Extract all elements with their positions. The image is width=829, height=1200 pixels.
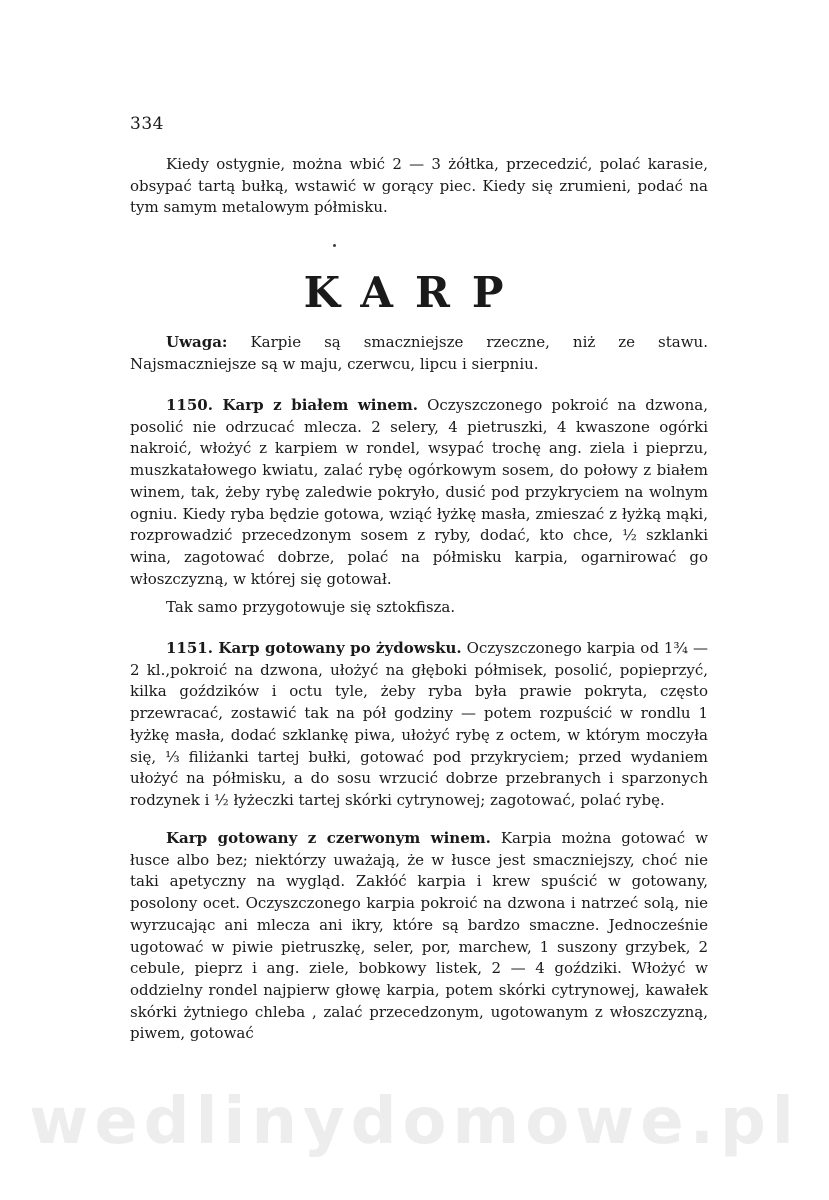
note-paragraph: [130, 332, 708, 375]
recipe-1151-heading: 1151. Karp gotowany po żydowsku.: [166, 639, 462, 657]
recipe-red-wine-heading: Karp gotowany z czerwonym winem.: [166, 829, 491, 847]
szczupak-note: Tak samo przygotowuje się sztokfisza.: [166, 598, 456, 616]
print-speck: [333, 244, 336, 247]
recipe-red-wine-text: Karpia można gotować w łusce albo bez; niektórzy uważają, że w łusce jest smaczniejszy, choć nie taki apetyczny na wygląd. Zakłóć karpia i krew spuścić w gotowany, posolony ocet. Oczyszczonego karpia pokroić na dzwona i natrzeć solą, nie wyrzucając ani mlecza ani ikry, które są bardzo smaczne. Jednocześnie ugotować w piwie pietruszkę, seler, por, marchew, 1 suszony grzybek, 2 cebule, pieprz i ang. ziele, bobkowy listek, 2 — 4 goździki. Włożyć w oddzielny rondel najpierw głowę karpia, potem skórki cytrynowej, kawałek skórki żytniego chleba , zalać przecedzonym, ugotowanym z włoszczyzną, piwem, gotować: [130, 829, 708, 1043]
recipe-red-wine: [130, 828, 708, 1045]
recipe-1150-text: Oczyszczonego pokroić na dzwona, posolić nie odrzucać mlecza. 2 selery, 4 pietruszki, 4 kwaszone ogórki nakroić, włożyć z karpiem w rondel, wsypać trochę ang. ziela i pieprzu, muszkatałowego kwiatu, zalać rybę ogórkowym sosem, do połowy z białem winem, tak, żeby rybę zaledwie pokryło, dusić pod przykryciem na wolnym ogniu. Kiedy ryba będzie gotowa, wziąć łyżkę masła, zmieszać z łyżką mąki, rozprowadzić przecedzonym sosem z ryby, dodać, kto chce, ½ szklanki wina, zagotować dobrze, polać na półmisku karpia, ogarnirować go włoszczyzną, w której się gotował.: [130, 396, 708, 588]
note-label: Uwaga:: [166, 333, 228, 351]
intro-paragraph: Kiedy ostygnie, można wbić 2 — 3 żółtka, przecedzić, polać karasie, obsypać tartą bułką, wstawić w gorący piec. Kiedy się zrumieni, podać na tym samym metalowym półmisku.: [130, 155, 708, 217]
watermark: wedlinydomowe.pl: [29, 1085, 800, 1159]
recipe-1150-heading: 1150. Karp z białem winem.: [166, 396, 419, 414]
recipe-1151-text: Oczyszczonego karpia od 1¾ — 2 kl.,pokroić na dzwona, ułożyć na głęboki półmisek, posolić, popieprzyć, kilka goździków i octu tyle, żeby ryba była prawie pokryta, często przewracać, zostawić tak na pół godziny — potem rozpuścić w rondlu 1 łyżkę masła, dodać szklankę piwa, ułożyć rybę z octem, w którym moczyła się, ⅓ filiżanki tartej bułki, gotować pod przykryciem; przed wydaniem ułożyć na półmisku, a do sosu wrzucić dobrze przebranych i sparzonych rodzynek i ½ łyżeczki tartej skórki cytrynowej; zagotować, polać rybę.: [130, 639, 708, 809]
recipe-1151: [130, 638, 708, 812]
recipe-1150: [130, 395, 708, 590]
page-number: 334: [130, 114, 164, 134]
note-text: Karpie są smaczniejsze rzeczne, niż ze stawu. Najsmaczniejsze są w maju, czerwcu, lipcu i sierpniu.: [130, 333, 708, 373]
section-title: KARP: [303, 268, 526, 317]
